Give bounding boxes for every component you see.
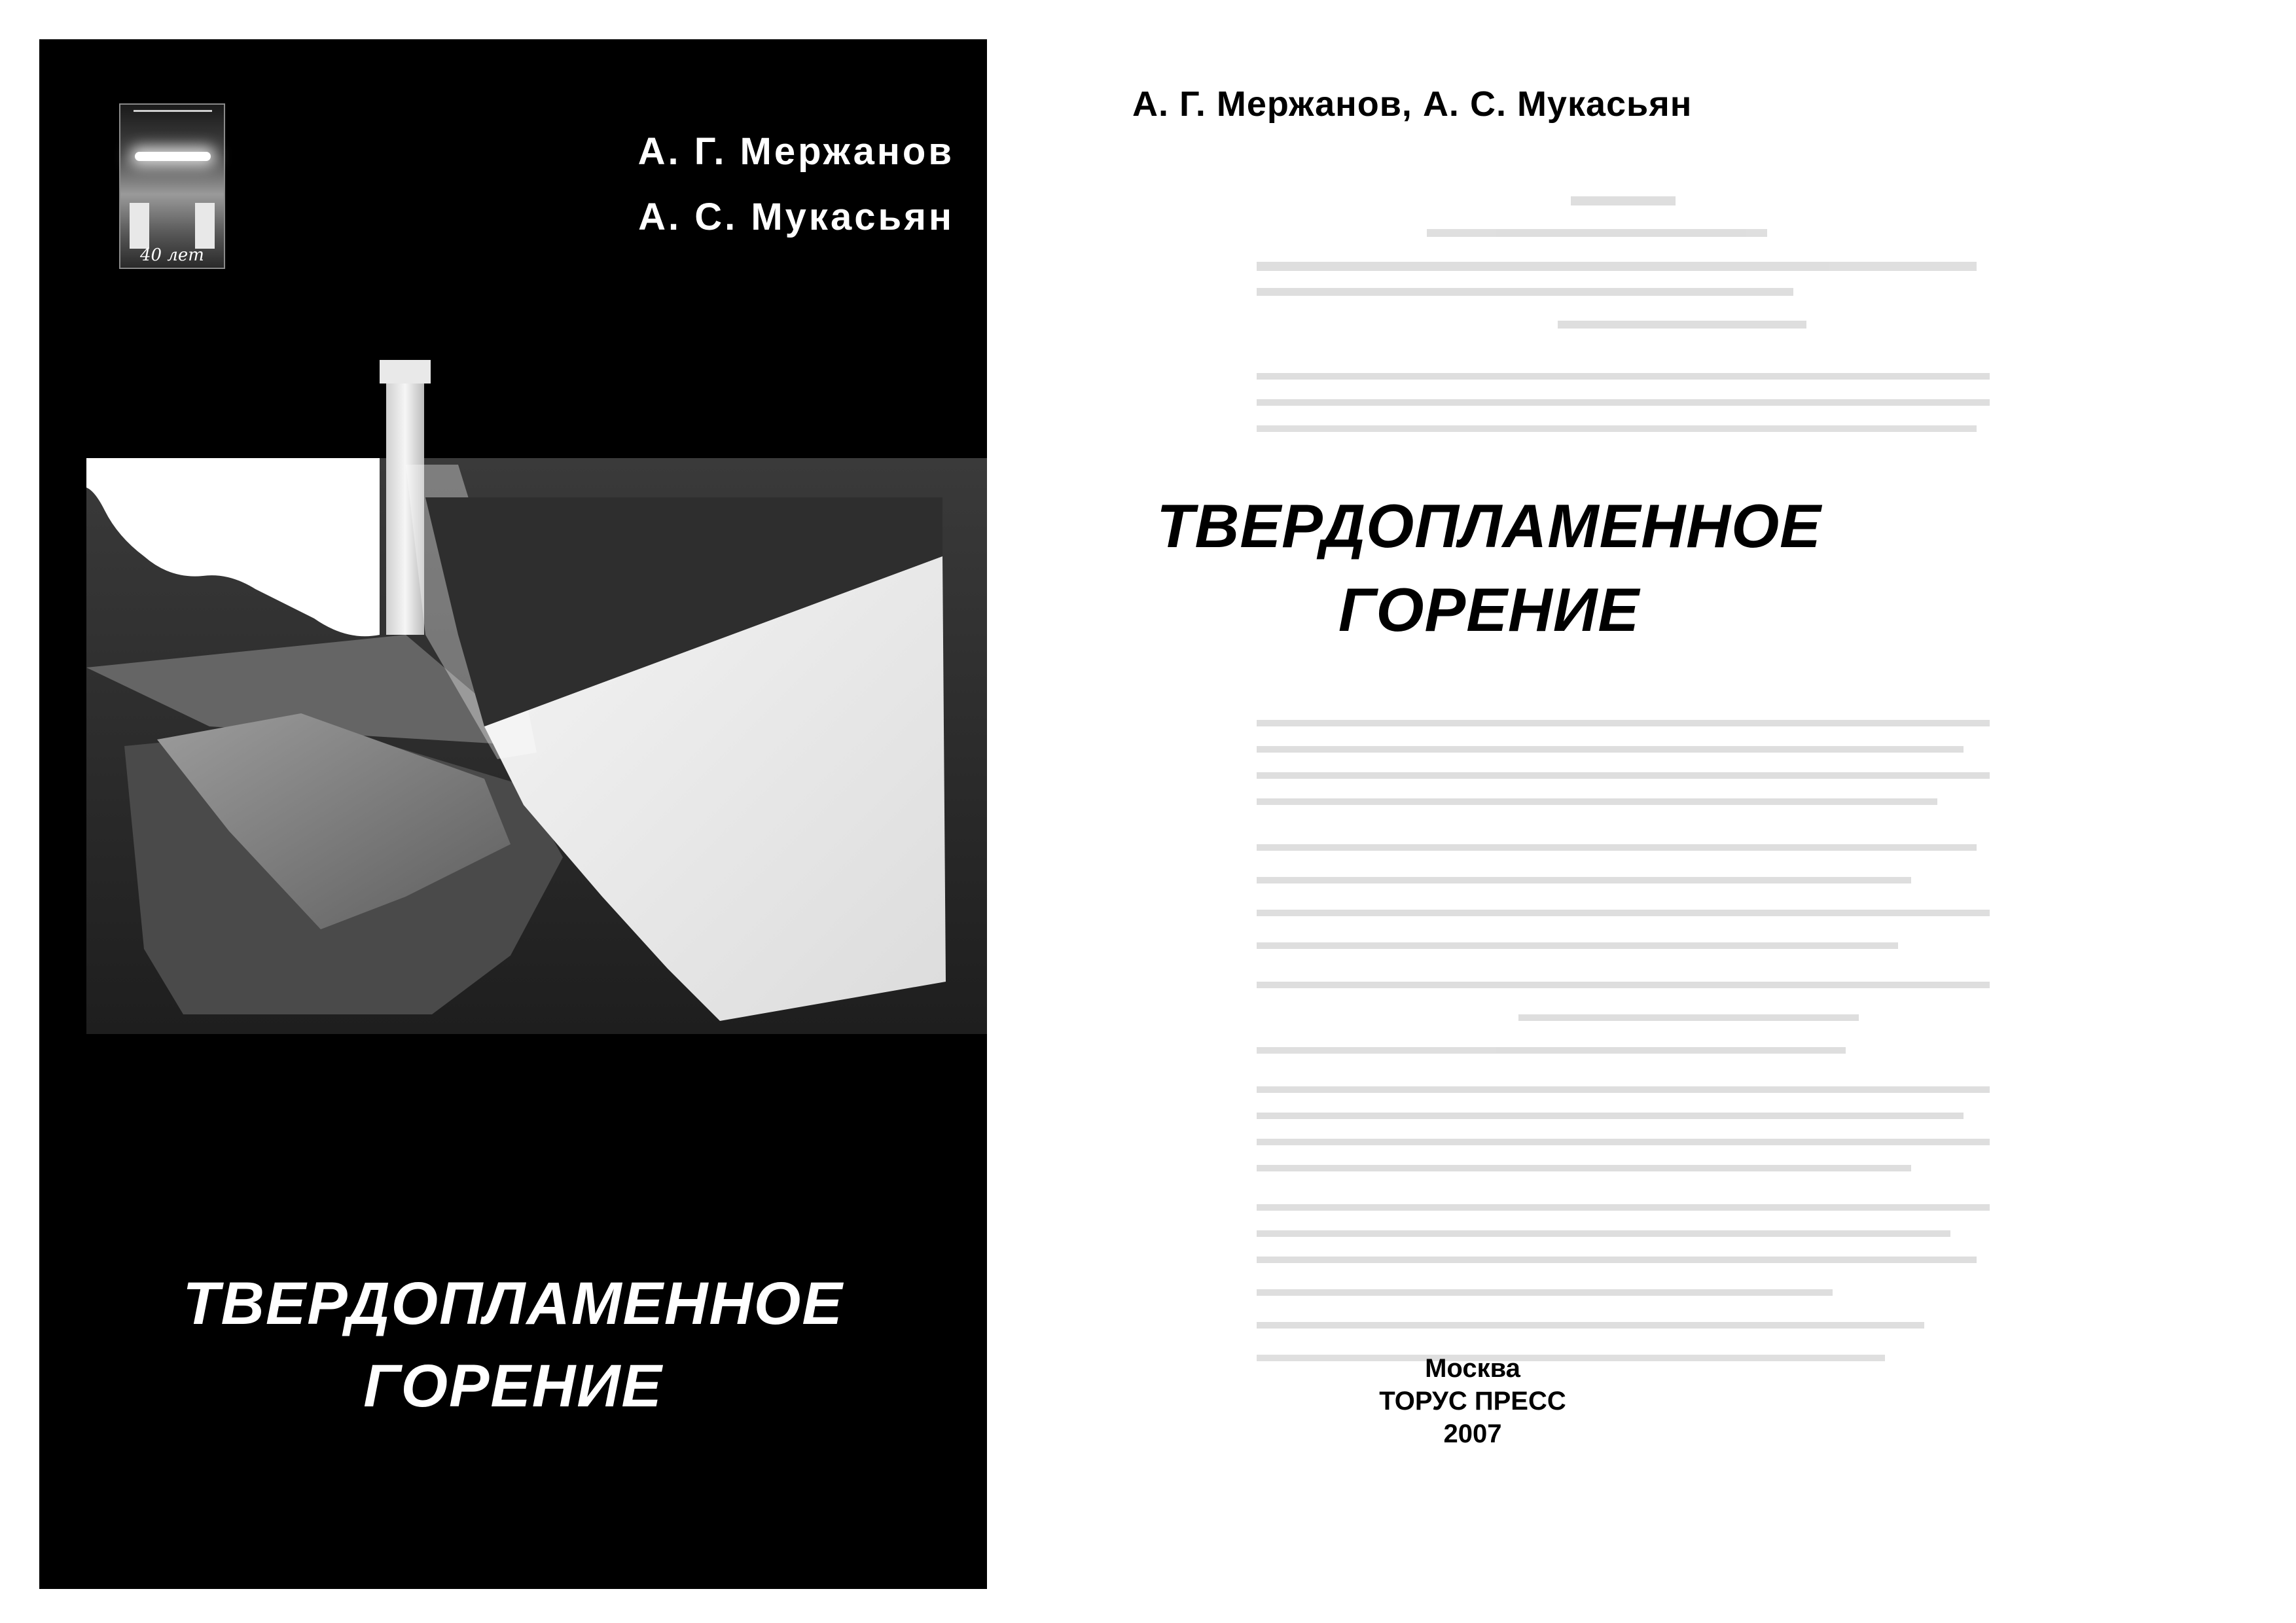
cover-title-line-2: ГОРЕНИЕ <box>363 1353 663 1419</box>
cover-title-line-1: ТВЕРДОПЛАМЕННОЕ <box>183 1270 844 1337</box>
book-cover <box>39 39 987 1589</box>
logo-caption: 40 лет <box>140 245 204 265</box>
title-page-authors: А. Г. Мержанов, А. С. Мукасьян <box>1132 84 1693 124</box>
imprint-publisher: ТОРУС ПРЕСС <box>1379 1387 1566 1416</box>
logo-pillar-left <box>130 203 149 249</box>
logo-wave-mark <box>134 110 212 126</box>
imprint-year: 2007 <box>1443 1419 1502 1448</box>
title-page-title-line-2: ГОРЕНИЕ <box>1067 575 1911 645</box>
show-through-texture <box>1060 183 2251 1466</box>
imprint-city: Москва <box>1425 1354 1520 1383</box>
art-beam-cap <box>380 360 431 383</box>
cover-illustration <box>39 360 987 1132</box>
anniversary-logo <box>119 103 225 269</box>
cover-author-1: А. Г. Мержанов <box>637 130 954 173</box>
logo-flame-glow <box>135 152 211 161</box>
title-page <box>1008 39 2296 1589</box>
cover-author-2: А. С. Мукасьян <box>638 196 954 238</box>
title-page-title-line-1: ТВЕРДОПЛАМЕННОЕ <box>1067 491 1911 562</box>
logo-pillar-right <box>195 203 215 249</box>
